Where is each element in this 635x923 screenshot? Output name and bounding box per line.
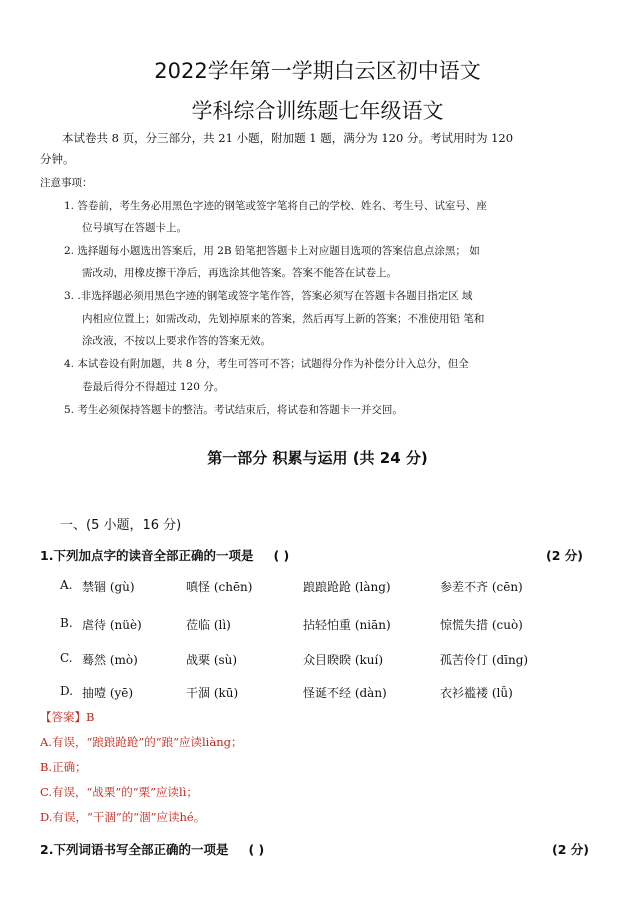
note-line: 需改动，用橡皮擦干净后，再选涂其他答案。答案不能答在试卷上。 [82, 267, 397, 279]
notes-title: 注意事项： [40, 177, 93, 189]
section-title: 第一部分 积累与运用 (共 24 分) [207, 449, 428, 467]
option-item: 众目睽睽 (kuí) [303, 653, 384, 667]
option-item: 怪诞不经 (dàn) [303, 686, 387, 700]
option-item: 蓦然 (mò) [82, 653, 138, 667]
question-1-text: 1.下列加点字的读音全部正确的一项是 [40, 548, 254, 563]
option-item: 拈轻怕重 (niān) [303, 618, 391, 632]
option-item: 衣衫褴褛 (lǚ) [440, 686, 513, 700]
option-item: 干涸 (kū) [186, 686, 239, 700]
option-item: 嗔怪 (chēn) [186, 580, 253, 594]
question-1-score: (2 分) [546, 548, 583, 563]
subsection-title: 一、(5 小题，16 分) [60, 518, 182, 533]
option-item: 孤苦伶仃 (dīng) [440, 653, 529, 667]
question-2 [40, 840, 264, 858]
note-line: 内相应位置上；如需改动，先划掉原来的答案，然后再写上新的答案；不准使用铅 笔和 [82, 313, 485, 325]
answer-label: 【答案】 [40, 710, 86, 724]
note-line: 2. 选择题每小题选出答案后，用 2B 铅笔把答题卡上对应题目选项的答案信息点涂黑； 如 [64, 245, 480, 257]
intro-line1: 本试卷共 8 页，分三部分，共 21 小题，附加题 1 题，满分为 120 分。考试用时为 120 [62, 131, 514, 145]
answer-blank: ( ) [248, 842, 265, 857]
answer-value: B [86, 710, 95, 724]
note-line: 3. .非选择题必须用黑色字迹的钢笔或签字笔作答，答案必须写在答题卡各题目指定区 域 [64, 290, 473, 302]
answer-explanation-line: B.正确； [40, 760, 87, 774]
option-label: A. [60, 578, 73, 592]
note-line: 1. 答卷前，考生务必用黑色字迹的钢笔或签字笔将自己的学校、姓名、考生号、试室号、座 [64, 200, 487, 212]
option-label: C. [60, 651, 73, 665]
exam-title-line1: 2022学年第一学期白云区初中语文 [154, 59, 481, 83]
note-line: 卷最后得分不得超过 120 分。 [82, 381, 225, 393]
answer-explanation-line: A.有误，“踉踉跄跄”的“踉”应读liàng； [40, 735, 243, 749]
intro-line2: 分钟。 [40, 152, 75, 166]
answer-blank: ( ) [273, 548, 290, 563]
note-line: 5. 考生必须保持答题卡的整洁。考试结束后，将试卷和答题卡一并交回。 [64, 404, 403, 416]
answer-explanation-line: C.有误，“战栗”的“栗”应读lì； [40, 785, 198, 799]
exam-title-line2: 学科综合训练题七年级语文 [191, 99, 444, 123]
option-item: 虐待 (nüè) [82, 618, 142, 632]
option-item: 禁锢 (gù) [82, 580, 135, 594]
option-item: 抽噎 (yē) [82, 686, 134, 700]
option-item: 踉踉跄跄 (làng) [303, 580, 391, 594]
option-item: 战栗 (sù) [186, 653, 238, 667]
note-line: 涂改液，不按以上要求作答的答案无效。 [82, 335, 271, 347]
option-label: B. [60, 616, 73, 630]
answer-header [40, 709, 94, 725]
option-item: 惊慌失措 (cuò) [440, 618, 523, 632]
note-line: 位号填写在答题卡上。 [82, 222, 187, 234]
option-item: 莅临 (lì) [186, 618, 231, 632]
question-1 [40, 546, 289, 564]
option-item: 参差不齐 (cēn) [440, 580, 523, 594]
option-label: D. [60, 684, 74, 698]
answer-explanation-line: D.有误，“干涸”的“涸”应读hé。 [40, 810, 206, 824]
note-line: 4. 本试卷设有附加题，共 8 分，考生可答可不答；试题得分作为补偿分计入总分，但全 [64, 358, 469, 370]
question-2-text: 2.下列词语书写全部正确的一项是 [40, 842, 229, 857]
question-2-score: (2 分) [552, 842, 589, 857]
